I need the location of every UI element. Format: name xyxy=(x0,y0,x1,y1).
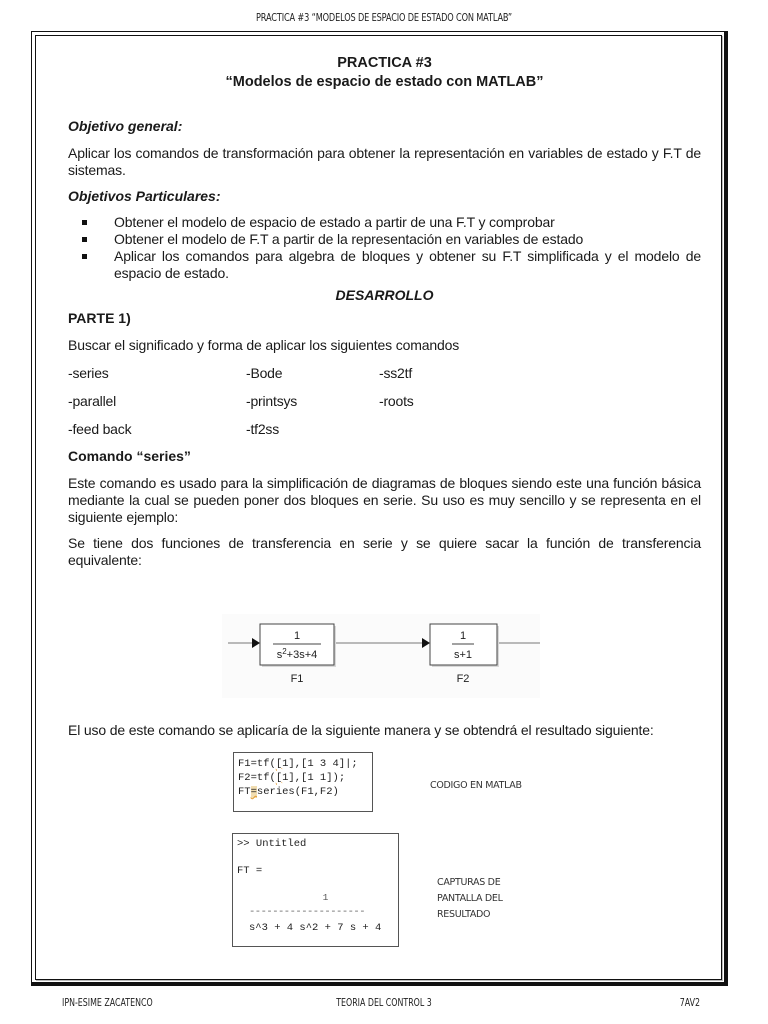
footer-institution: IPN-ESIME ZACATENCO xyxy=(62,997,153,1009)
objetivo-general-heading: Objetivo general: xyxy=(68,118,183,134)
block-diagram-svg xyxy=(222,614,540,698)
block-f1-numerator: 1 xyxy=(293,630,301,642)
block-f2-numerator: 1 xyxy=(459,630,467,642)
title-line-2: “Modelos de espacio de estado con MATLAB” xyxy=(225,74,544,90)
output-prompt: >> Untitled xyxy=(237,838,307,850)
commands-grid xyxy=(68,365,701,438)
bullet-icon xyxy=(82,220,87,225)
running-header: PRACTICA #3 “MODELOS DE ESPACIO DE ESTADO CON MATLAB” xyxy=(256,12,512,24)
block-diagram xyxy=(222,614,540,698)
bullet-icon xyxy=(82,254,87,259)
objetivos-list xyxy=(68,214,701,282)
output-divider: -------------------- xyxy=(249,906,366,918)
parte-1-heading: PARTE 1) xyxy=(68,310,131,326)
comando-series-heading: Comando “series” xyxy=(68,448,191,464)
command-item: -tf2ss xyxy=(246,421,280,437)
objetivos-particulares-heading: Objetivos Particulares: xyxy=(68,188,221,204)
block-f1-label: F1 xyxy=(290,673,304,685)
footer-group: 7AV2 xyxy=(679,997,700,1009)
output-numerator: 1 xyxy=(322,892,329,903)
matlab-code-caption: CODIGO EN MATLAB xyxy=(430,780,522,791)
list-item: Obtener el modelo de F.T a partir de la representación en variables de estado xyxy=(82,231,701,248)
code-line: F2=tf([1],[1 1]); xyxy=(238,772,346,784)
command-item: -roots xyxy=(379,393,414,409)
block-f1 xyxy=(260,624,336,685)
comando-series-paragraph-2: Se tiene dos funciones de transferencia en serie y se quiere sacar la función de transferencia equivalente: xyxy=(68,535,701,568)
objetivo-general-text: Aplicar los comandos de transformación para obtener la representación en variables de estado y F.T de sistemas. xyxy=(68,145,701,178)
command-item: -series xyxy=(68,365,109,381)
command-item xyxy=(379,421,519,438)
command-item: -Bode xyxy=(246,365,283,381)
output-variable: FT = xyxy=(237,865,263,877)
comando-series-paragraph-3: El uso de este comando se aplicaría de la siguiente manera y se obtendrá el resultado siguiente: xyxy=(68,722,654,738)
list-item: Obtener el modelo de espacio de estado a partir de una F.T y comprobar xyxy=(82,214,701,231)
matlab-output-caption: CAPTURAS DE PANTALLA DEL RESULTADO xyxy=(437,877,503,920)
matlab-code-box xyxy=(233,752,373,812)
code-line: F1=tf([1],[1 3 4]|; xyxy=(238,758,358,770)
block-f2-label: F2 xyxy=(456,673,470,685)
comando-series-paragraph-1: Este comando es usado para la simplificación de diagramas de bloques siendo este una función básica mediante la cual se pueden poner dos bloques en serie. Su uso es muy sencillo y se representa en el siguiente ejemplo: xyxy=(68,475,701,525)
block-f1-denominator: $s^2+3s+4$ xyxy=(276,647,318,661)
document-body xyxy=(68,54,701,569)
document-title xyxy=(68,54,701,92)
list-item: Aplicar los comandos para algebra de bloques y obtener su F.T simplificada y el modelo de espacio de estado. xyxy=(82,248,701,282)
matlab-output-box xyxy=(232,833,399,947)
command-item: -printsys xyxy=(246,393,298,409)
bullet-icon xyxy=(82,237,87,242)
desarrollo-heading: DESARROLLO xyxy=(335,287,434,303)
block-f2-denominator: s+1 xyxy=(453,649,473,661)
parte-1-intro: Buscar el significado y forma de aplicar los siguientes comandos xyxy=(68,337,460,353)
code-line: FT=series(F1,F2) xyxy=(238,786,339,798)
footer-course: TEORIA DEL CONTROL 3 xyxy=(336,997,432,1009)
command-item: -ss2tf xyxy=(379,365,413,381)
title-line-1: PRACTICA #3 xyxy=(337,55,432,71)
command-item: -parallel xyxy=(68,393,116,409)
output-denominator: s^3 + 4 s^2 + 7 s + 4 xyxy=(249,922,382,934)
arrow-head-icon xyxy=(422,638,430,648)
block-f2 xyxy=(430,624,499,685)
command-item: -feed back xyxy=(68,421,132,437)
arrow-head-icon xyxy=(252,638,260,648)
